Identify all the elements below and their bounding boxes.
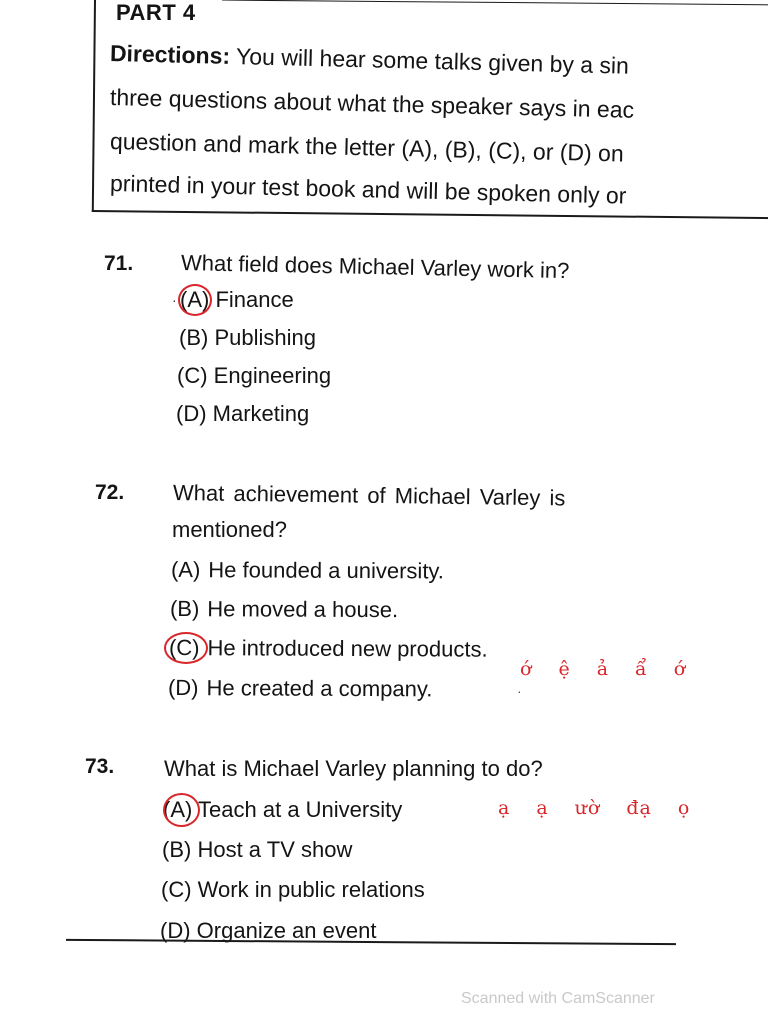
option-text: Teach at a University	[198, 797, 403, 822]
question-72-option-c[interactable]	[169, 635, 488, 663]
question-72-number: 72.	[95, 481, 125, 504]
option-text: Marketing	[212, 401, 310, 426]
note-char: ạ	[498, 797, 511, 819]
question-73-text: What is Michael Varley planning to do?	[164, 756, 543, 781]
note-char: ả	[596, 658, 610, 680]
note-char: ớ	[673, 658, 687, 680]
question-72-option-a[interactable]	[171, 557, 444, 584]
option-letter: (A)	[180, 287, 210, 312]
directions-line-3: question and mark the letter (A), (B), (C), or (D) on	[109, 128, 625, 167]
pencil-dot: ·	[517, 683, 522, 699]
option-letter: (B)	[169, 596, 200, 622]
option-letter: (D)	[160, 918, 191, 943]
option-letter: (C)	[177, 363, 208, 388]
note-char: ạ	[536, 797, 549, 819]
part-title: PART 4	[116, 0, 196, 25]
option-letter: (A)	[170, 557, 201, 583]
option-text: He founded a university.	[208, 557, 445, 584]
option-letter: (C)	[168, 635, 200, 661]
note-char: ệ	[558, 658, 571, 680]
question-72-option-b[interactable]	[170, 596, 398, 623]
question-73-option-b[interactable]	[162, 837, 352, 863]
option-text: Host a TV show	[197, 837, 353, 862]
question-71-option-d[interactable]	[176, 401, 309, 427]
question-73-option-c[interactable]	[161, 877, 425, 903]
option-letter: (A)	[163, 797, 193, 822]
option-letter: (D)	[167, 675, 199, 701]
question-71-text: What field does Michael Varley work in?	[180, 250, 570, 284]
option-letter: (B)	[179, 325, 209, 350]
question-73-option-a[interactable]	[163, 797, 402, 823]
handwritten-note-72	[520, 658, 712, 680]
option-text: He introduced new products.	[207, 635, 488, 662]
directions-label: Directions:	[109, 40, 231, 69]
directions-text-1: You will hear some talks given by a sin	[229, 42, 630, 79]
question-72-text-line-1: What achievement of Michael Varley is	[172, 480, 566, 511]
question-73-number: 73.	[85, 755, 115, 778]
directions-line-4: printed in your test book and will be spoken only or	[109, 170, 627, 209]
option-letter: (B)	[162, 837, 192, 862]
option-text: Publishing	[214, 325, 316, 350]
option-text: Organize an event	[196, 918, 377, 943]
option-text: Engineering	[213, 363, 332, 388]
option-letter: (C)	[161, 877, 192, 902]
camscanner-watermark: Scanned with CamScanner	[461, 990, 655, 1007]
note-char: ọ	[677, 797, 691, 819]
note-char: ớ	[520, 658, 533, 680]
question-72-option-d[interactable]	[168, 675, 433, 702]
question-71-option-a[interactable]	[180, 287, 294, 313]
note-char: đạ	[626, 797, 652, 819]
note-char: ẩ	[635, 658, 648, 680]
directions-line-2: three questions about what the speaker says in eac	[109, 84, 635, 123]
question-72-text-line-2: mentioned?	[172, 517, 287, 542]
question-71-number: 71.	[104, 252, 134, 275]
option-text: He moved a house.	[207, 596, 399, 623]
option-text: He created a company.	[206, 675, 433, 702]
option-letter: (D)	[176, 401, 207, 426]
pencil-dot: ·	[172, 292, 177, 308]
note-char: ườ	[574, 797, 601, 819]
question-71-option-c[interactable]	[177, 363, 331, 389]
handwritten-note-73	[498, 797, 716, 819]
option-text: Work in public relations	[197, 877, 425, 902]
option-text: Finance	[215, 287, 294, 312]
question-71-option-b[interactable]	[179, 325, 316, 351]
